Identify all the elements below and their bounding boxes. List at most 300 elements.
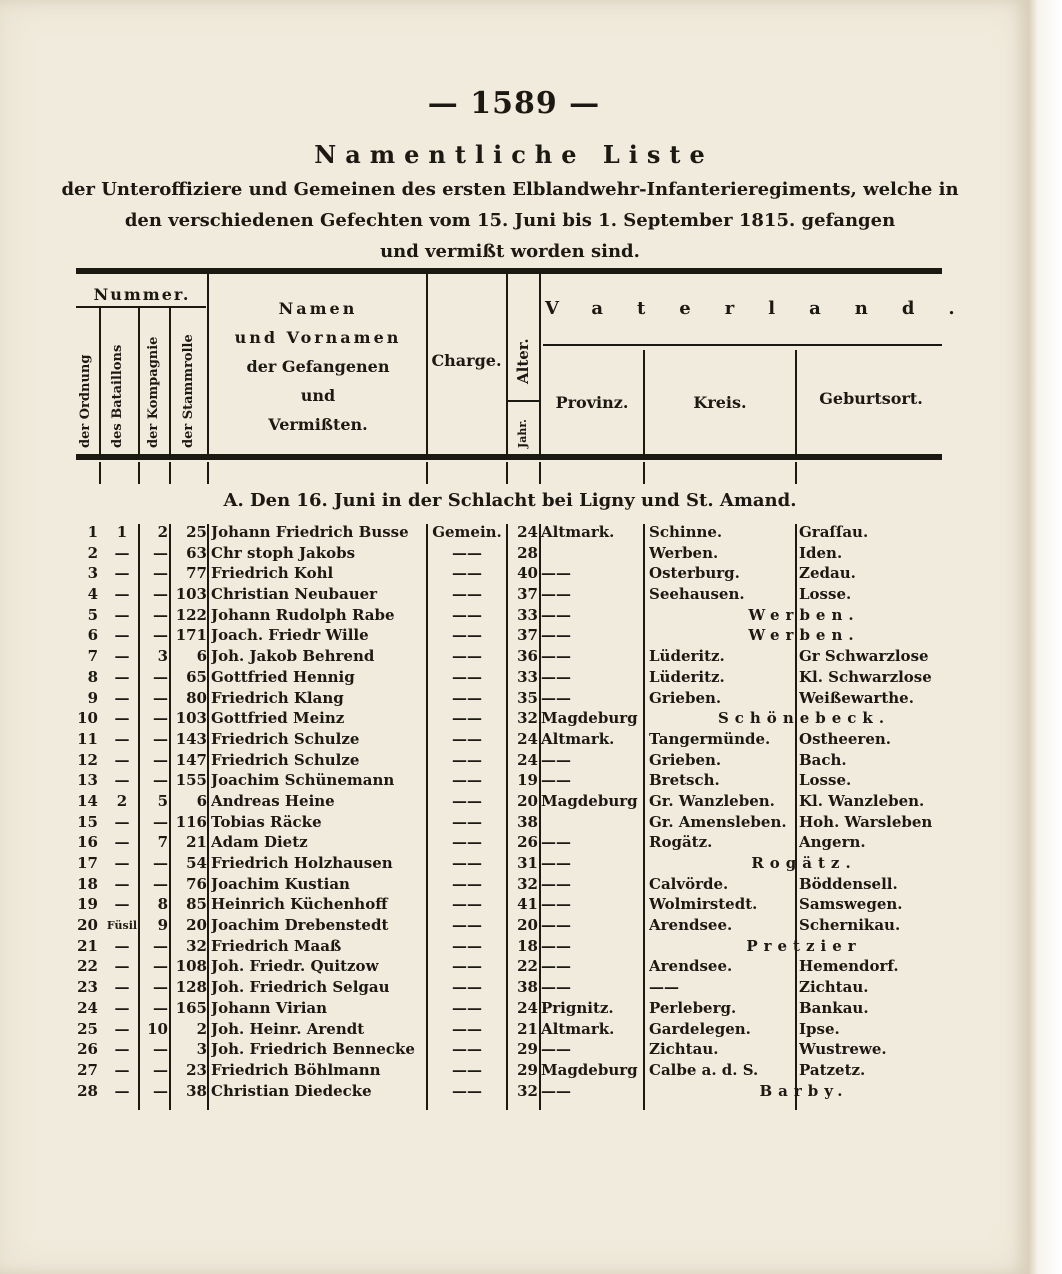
- section-title: A. Den 16. Juni in der Schlacht bei Ligny und St. Amand.: [223, 490, 797, 511]
- table-row: [0, 770, 1028, 791]
- province-cell: ——: [541, 667, 571, 686]
- row-number: 4: [87, 585, 98, 604]
- table-top-rule: [76, 268, 942, 274]
- column-rule: [643, 462, 645, 484]
- roll-number-cell: 116: [175, 812, 207, 831]
- roll-number-cell: 21: [186, 833, 207, 852]
- row-number: 8: [87, 667, 98, 686]
- province-cell: Magdeburg: [541, 1060, 638, 1079]
- rank-cell: ——: [452, 564, 482, 583]
- header-namen-line: Namen: [278, 299, 358, 318]
- company-cell: —: [153, 585, 168, 604]
- alter-underline: [507, 400, 540, 402]
- row-number: 20: [77, 916, 98, 935]
- rank-cell: ——: [452, 1081, 482, 1100]
- name-cell: Friedrich Maaß: [211, 936, 342, 955]
- district-birthplace-cell: Pretzier: [746, 936, 862, 955]
- age-cell: 29: [517, 1060, 538, 1079]
- birthplace-cell: Zedau.: [799, 564, 856, 583]
- battalion-cell: —: [114, 709, 130, 728]
- rank-cell: ——: [452, 874, 482, 893]
- company-cell: —: [153, 605, 168, 624]
- rank-cell: ——: [452, 1060, 482, 1079]
- name-cell: Joh. Friedr. Quitzow: [211, 957, 379, 976]
- battalion-cell: —: [114, 750, 130, 769]
- district-cell: Tangermünde.: [649, 729, 771, 748]
- subtitle-line: den verschiedenen Gefechten vom 15. Juni bis 1. September 1815. gefangen: [124, 210, 896, 231]
- province-cell: Magdeburg: [541, 791, 638, 810]
- birthplace-cell: Hemendorf.: [799, 957, 899, 976]
- birthplace-cell: Kl. Wanzleben.: [799, 791, 925, 810]
- company-cell: —: [153, 564, 168, 583]
- battalion-cell: —: [114, 1040, 130, 1059]
- rank-cell: ——: [452, 854, 482, 872]
- battalion-cell: —: [114, 1081, 130, 1100]
- header-geburtsort: Geburtsort.: [819, 389, 923, 408]
- birthplace-cell: Patzetz.: [799, 1060, 866, 1079]
- birthplace-cell: Kl. Schwarzlose: [799, 667, 932, 686]
- column-rule: [506, 462, 508, 484]
- battalion-cell: —: [114, 833, 130, 852]
- rank-cell: ——: [452, 605, 482, 624]
- row-number: 17: [77, 854, 98, 872]
- name-cell: Joachim Kustian: [211, 874, 350, 893]
- province-cell: Altmark.: [541, 729, 615, 748]
- rank-cell: ——: [452, 729, 482, 748]
- age-cell: 38: [517, 812, 538, 831]
- roll-number-cell: 63: [186, 543, 207, 562]
- vaterland-underline: [543, 344, 942, 346]
- district-cell: Rogätz.: [649, 833, 713, 852]
- province-cell: ——: [541, 688, 571, 707]
- age-cell: 32: [517, 709, 538, 728]
- table-row: [0, 832, 1028, 853]
- roll-number-cell: 171: [175, 626, 207, 645]
- province-cell: ——: [541, 895, 571, 914]
- rank-cell: ——: [452, 895, 482, 914]
- district-birthplace-cell: Werben.: [748, 626, 860, 645]
- rank-cell: ——: [452, 750, 482, 769]
- name-cell: Johann Friedrich Busse: [211, 523, 409, 541]
- roll-number-cell: 25: [186, 523, 207, 541]
- battalion-cell: —: [114, 854, 130, 872]
- age-cell: 21: [517, 1019, 538, 1038]
- birthplace-cell: Samswegen.: [799, 895, 903, 914]
- name-cell: Joh. Friedrich Bennecke: [211, 1040, 415, 1059]
- table-row: [0, 729, 1028, 750]
- province-cell: ——: [541, 1081, 571, 1100]
- roll-number-cell: 2: [196, 1019, 207, 1038]
- company-cell: 3: [157, 647, 168, 666]
- roll-number-cell: 108: [175, 957, 207, 976]
- company-cell: —: [153, 874, 168, 893]
- table-row: [0, 625, 1028, 646]
- birthplace-cell: Bach.: [799, 750, 847, 769]
- row-number: 26: [77, 1040, 98, 1059]
- age-cell: 38: [517, 978, 538, 997]
- district-birthplace-cell: Rogätz.: [751, 854, 857, 872]
- battalion-cell: —: [114, 936, 130, 955]
- row-number: 9: [87, 688, 98, 707]
- name-cell: Gottfried Meinz: [211, 709, 345, 728]
- column-rule: [506, 274, 508, 454]
- company-cell: —: [153, 771, 168, 790]
- row-number: 25: [77, 1019, 98, 1038]
- rank-cell: ——: [452, 791, 482, 810]
- company-cell: 9: [157, 916, 168, 935]
- birthplace-cell: Wustrewe.: [799, 1040, 887, 1059]
- district-cell: Gr. Amensleben.: [649, 812, 787, 831]
- battalion-cell: Füsil: [106, 919, 138, 933]
- header-alter: Alter.: [514, 338, 532, 384]
- table-row: [0, 791, 1028, 812]
- province-cell: ——: [541, 605, 571, 624]
- battalion-cell: —: [114, 543, 130, 562]
- age-cell: 18: [517, 936, 538, 955]
- header-kreis: Kreis.: [693, 393, 747, 412]
- age-cell: 37: [517, 585, 538, 604]
- table-row: [0, 750, 1028, 771]
- age-cell: 41: [517, 895, 538, 914]
- rank-cell: ——: [452, 543, 482, 562]
- company-cell: 5: [157, 791, 168, 810]
- roll-number-cell: 85: [186, 895, 207, 914]
- company-cell: —: [153, 626, 168, 645]
- name-cell: Friedrich Klang: [211, 688, 344, 707]
- district-cell: Schinne.: [649, 523, 723, 541]
- table-row: [0, 1081, 1028, 1102]
- battalion-cell: —: [114, 688, 130, 707]
- table-row: [0, 667, 1028, 688]
- province-cell: ——: [541, 564, 571, 583]
- rank-cell: ——: [452, 916, 482, 935]
- roll-number-cell: 32: [186, 936, 207, 955]
- district-cell: Arendsee.: [649, 957, 733, 976]
- age-cell: 37: [517, 626, 538, 645]
- battalion-cell: —: [114, 626, 130, 645]
- page-number: — 1589 —: [427, 86, 601, 121]
- document-title: Namentliche Liste: [314, 140, 714, 169]
- birthplace-cell: Losse.: [799, 585, 852, 604]
- rank-cell: ——: [452, 936, 482, 955]
- battalion-cell: —: [114, 585, 130, 604]
- rank-cell: ——: [452, 978, 482, 997]
- age-cell: 35: [517, 688, 538, 707]
- birthplace-cell: Gr Schwarzlose: [799, 647, 929, 666]
- table-row: [0, 956, 1028, 977]
- company-cell: 2: [157, 523, 168, 541]
- roll-number-cell: 80: [186, 688, 207, 707]
- company-cell: —: [153, 750, 168, 769]
- rank-cell: ——: [452, 647, 482, 666]
- rank-cell: ——: [452, 957, 482, 976]
- company-cell: —: [153, 1060, 168, 1079]
- battalion-cell: —: [114, 874, 130, 893]
- row-number: 12: [77, 750, 98, 769]
- roll-number-cell: 54: [186, 854, 207, 872]
- company-cell: 10: [147, 1019, 168, 1038]
- province-cell: ——: [541, 626, 571, 645]
- column-rule: [795, 462, 797, 484]
- rank-cell: ——: [452, 667, 482, 686]
- prisoner-list: [0, 522, 1028, 1101]
- birthplace-cell: Ostheeren.: [799, 729, 892, 748]
- rank-cell: ——: [452, 709, 482, 728]
- rank-cell: Gemein.: [432, 523, 502, 541]
- birthplace-cell: Böddensell.: [799, 874, 898, 893]
- roll-number-cell: 128: [175, 978, 207, 997]
- roll-number-cell: 65: [186, 667, 207, 686]
- table-row: [0, 1019, 1028, 1040]
- table-row: [0, 584, 1028, 605]
- province-cell: ——: [541, 750, 571, 769]
- age-cell: 26: [517, 833, 538, 852]
- birthplace-cell: Ipse.: [799, 1019, 840, 1038]
- page-edge: [1028, 0, 1062, 1274]
- name-cell: Johann Virian: [211, 998, 328, 1017]
- header-bataillons: des Bataillons: [110, 344, 125, 448]
- row-number: 1: [87, 523, 98, 541]
- province-cell: Altmark.: [541, 1019, 615, 1038]
- roll-number-cell: 3: [196, 1040, 207, 1059]
- roll-number-cell: 77: [186, 564, 207, 583]
- row-number: 28: [77, 1081, 98, 1100]
- district-cell: Werben.: [649, 543, 719, 562]
- age-cell: 24: [517, 998, 538, 1017]
- battalion-cell: 1: [116, 523, 128, 541]
- name-cell: Gottfried Hennig: [211, 667, 355, 686]
- province-cell: ——: [541, 771, 571, 790]
- age-cell: 20: [517, 916, 538, 935]
- battalion-cell: —: [114, 605, 130, 624]
- table-row: [0, 853, 1028, 874]
- roll-number-cell: 38: [186, 1081, 207, 1100]
- province-cell: ——: [541, 978, 571, 997]
- rank-cell: ——: [452, 771, 482, 790]
- district-cell: ——: [649, 978, 679, 997]
- header-charge: Charge.: [431, 351, 502, 370]
- document-subtitle: [60, 174, 960, 267]
- roll-number-cell: 23: [186, 1060, 207, 1079]
- table-row: [0, 936, 1028, 957]
- province-cell: Altmark.: [541, 523, 615, 541]
- header-namen-line: Vermißten.: [268, 415, 368, 434]
- company-cell: —: [153, 543, 168, 562]
- province-cell: ——: [541, 936, 571, 955]
- birthplace-cell: Weißewarthe.: [799, 688, 914, 707]
- rank-cell: ——: [452, 998, 482, 1017]
- name-cell: Joach. Friedr Wille: [211, 626, 369, 645]
- roll-number-cell: 103: [175, 709, 207, 728]
- row-number: 11: [77, 729, 98, 748]
- row-number: 5: [87, 605, 98, 624]
- name-cell: Johann Rudolph Rabe: [211, 605, 395, 624]
- age-cell: 24: [517, 729, 538, 748]
- rank-cell: ——: [452, 626, 482, 645]
- province-cell: ——: [541, 585, 571, 604]
- table-row: [0, 1060, 1028, 1081]
- roll-number-cell: 165: [175, 998, 207, 1017]
- name-cell: Friedrich Holzhausen: [211, 854, 393, 872]
- company-cell: 7: [157, 833, 168, 852]
- column-rule: [169, 462, 171, 484]
- age-cell: 31: [517, 854, 538, 872]
- header-provinz: Provinz.: [555, 393, 629, 412]
- province-cell: ——: [541, 1040, 571, 1059]
- district-cell: Lüderitz.: [649, 647, 725, 666]
- birthplace-cell: Graſſau.: [799, 523, 869, 541]
- province-cell: ——: [541, 647, 571, 666]
- district-birthplace-cell: Barby.: [759, 1081, 849, 1100]
- row-number: 6: [87, 626, 98, 645]
- name-cell: Friedrich Schulze: [211, 750, 360, 769]
- province-cell: Prignitz.: [541, 998, 614, 1017]
- table-row: [0, 874, 1028, 895]
- row-number: 18: [77, 874, 98, 893]
- row-number: 16: [77, 833, 98, 852]
- roll-number-cell: 147: [175, 750, 207, 769]
- battalion-cell: —: [114, 729, 130, 748]
- company-cell: —: [153, 688, 168, 707]
- table-row: [0, 708, 1028, 729]
- column-rule: [539, 274, 541, 454]
- age-cell: 32: [517, 874, 538, 893]
- name-cell: Christian Diedecke: [211, 1081, 372, 1100]
- province-cell: ——: [541, 874, 571, 893]
- age-cell: 36: [517, 647, 538, 666]
- rank-cell: ——: [452, 585, 482, 604]
- name-cell: Joachim Drebenstedt: [211, 916, 389, 935]
- district-cell: Calvörde.: [649, 874, 729, 893]
- roll-number-cell: 155: [175, 771, 207, 790]
- district-cell: Bretsch.: [649, 771, 720, 790]
- name-cell: Andreas Heine: [211, 791, 335, 810]
- row-number: 14: [77, 791, 98, 810]
- battalion-cell: —: [114, 647, 130, 666]
- row-number: 24: [77, 998, 98, 1017]
- district-cell: Seehausen.: [649, 585, 745, 604]
- age-cell: 24: [517, 523, 538, 541]
- province-cell: ——: [541, 833, 571, 852]
- column-rule: [539, 462, 541, 484]
- district-cell: Gr. Wanzleben.: [649, 791, 775, 810]
- rank-cell: ——: [452, 688, 482, 707]
- company-cell: —: [153, 957, 168, 976]
- district-cell: Zichtau.: [649, 1040, 719, 1059]
- company-cell: —: [153, 1081, 168, 1100]
- roll-number-cell: 76: [186, 874, 207, 893]
- district-cell: Osterburg.: [649, 564, 740, 583]
- birthplace-cell: Angern.: [799, 833, 866, 852]
- age-cell: 28: [517, 543, 538, 562]
- row-number: 21: [77, 936, 98, 955]
- district-cell: Perleberg.: [649, 998, 737, 1017]
- roll-number-cell: 6: [196, 647, 207, 666]
- header-nummer: Nummer.: [93, 285, 191, 304]
- battalion-cell: 2: [116, 791, 128, 810]
- battalion-cell: —: [114, 895, 130, 914]
- company-cell: —: [153, 667, 168, 686]
- header-kompagnie: der Kompagnie: [146, 336, 161, 448]
- battalion-cell: —: [114, 564, 130, 583]
- row-number: 15: [77, 812, 98, 831]
- name-cell: Joh. Jakob Behrend: [211, 647, 375, 666]
- district-cell: Gardelegen.: [649, 1019, 751, 1038]
- name-cell: Adam Dietz: [211, 833, 308, 852]
- birthplace-cell: Bankau.: [799, 998, 869, 1017]
- name-cell: Tobias Räcke: [211, 812, 322, 831]
- battalion-cell: —: [114, 998, 130, 1017]
- battalion-cell: —: [114, 1060, 130, 1079]
- column-rule: [99, 308, 101, 454]
- rank-cell: ——: [452, 812, 482, 831]
- row-number: 3: [87, 564, 98, 583]
- age-cell: 22: [517, 957, 538, 976]
- district-cell: Lüderitz.: [649, 667, 725, 686]
- battalion-cell: —: [114, 978, 130, 997]
- battalion-cell: —: [114, 1019, 130, 1038]
- company-cell: —: [153, 1040, 168, 1059]
- company-cell: —: [153, 978, 168, 997]
- company-cell: —: [153, 812, 168, 831]
- district-cell: Arendsee.: [649, 916, 733, 935]
- subtitle-line: und vermißt worden sind.: [380, 241, 640, 262]
- table-row: [0, 812, 1028, 833]
- name-cell: Heinrich Küchenhoff: [211, 895, 388, 914]
- row-number: 23: [77, 978, 98, 997]
- province-cell: ——: [541, 854, 571, 872]
- column-rule: [138, 462, 140, 484]
- district-cell: Grieben.: [649, 688, 722, 707]
- company-cell: —: [153, 998, 168, 1017]
- header-namen-line: und: [300, 386, 336, 405]
- header-ordnung: der Ordnung: [78, 354, 93, 448]
- row-number: 27: [77, 1060, 98, 1079]
- column-rule: [426, 462, 428, 484]
- birthplace-cell: Losse.: [799, 771, 852, 790]
- company-cell: 8: [157, 895, 168, 914]
- age-cell: 24: [517, 750, 538, 769]
- age-cell: 33: [517, 605, 538, 624]
- age-cell: 29: [517, 1040, 538, 1059]
- table-row: [0, 605, 1028, 626]
- table-row: [0, 1039, 1028, 1060]
- age-cell: 32: [517, 1081, 538, 1100]
- name-cell: Friedrich Kohl: [211, 564, 334, 583]
- table-row: [0, 915, 1028, 936]
- province-cell: ——: [541, 957, 571, 976]
- row-number: 22: [77, 957, 98, 976]
- name-cell: Chr stoph Jakobs: [211, 543, 356, 562]
- roll-number-cell: 20: [186, 916, 207, 935]
- district-cell: Wolmirstedt.: [649, 895, 758, 914]
- age-cell: 40: [517, 564, 538, 583]
- row-number: 7: [87, 647, 98, 666]
- table-row: [0, 894, 1028, 915]
- company-cell: —: [153, 936, 168, 955]
- company-cell: —: [153, 709, 168, 728]
- province-cell: Magdeburg: [541, 709, 638, 728]
- table-row: [0, 998, 1028, 1019]
- birthplace-cell: Schernikau.: [799, 916, 901, 935]
- battalion-cell: —: [114, 957, 130, 976]
- table-row: [0, 563, 1028, 584]
- header-namen: [212, 294, 424, 439]
- table-header-bottom-rule: [76, 454, 942, 460]
- age-cell: 19: [517, 771, 538, 790]
- column-rule: [207, 462, 209, 484]
- battalion-cell: —: [114, 812, 130, 831]
